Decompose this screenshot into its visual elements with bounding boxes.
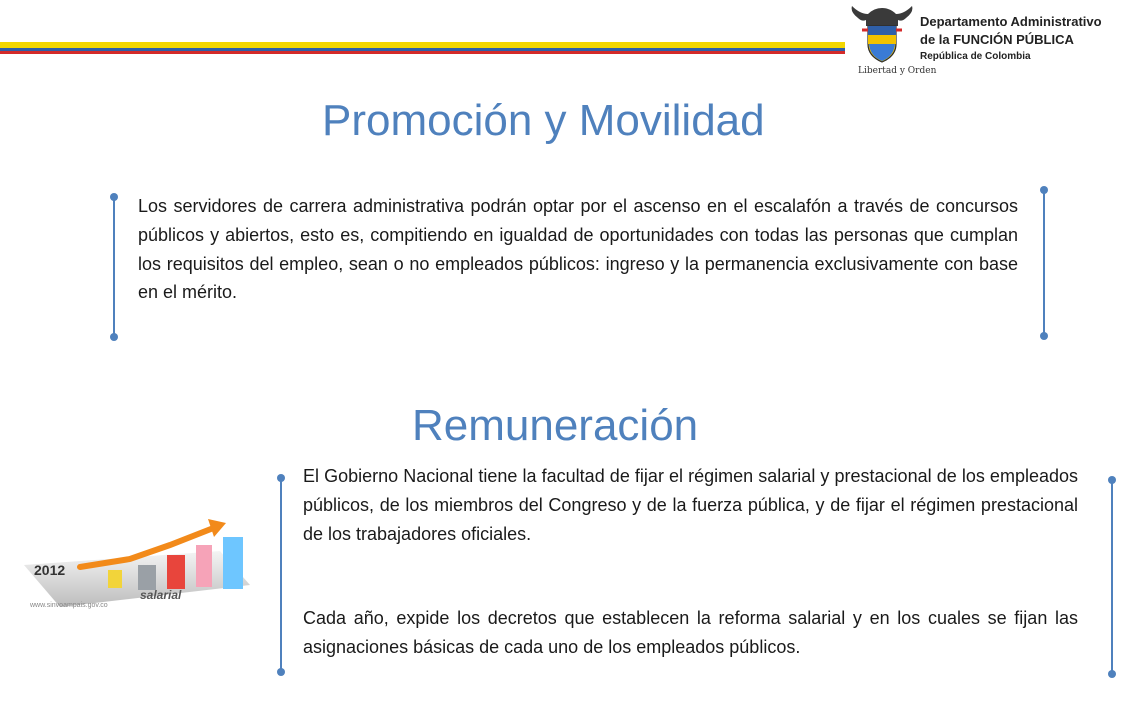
illustration-caption: salarial [140, 588, 182, 602]
right-bracket-promocion [1039, 186, 1049, 340]
colombia-flag-band [0, 42, 845, 54]
logo-title-line2: de la FUNCIÓN PÚBLICA [920, 32, 1074, 47]
function-publica-logo [848, 4, 1128, 80]
logo-title-line1: Departamento Administrativo [920, 14, 1102, 29]
illustration-bar-blue [223, 537, 243, 589]
illustration-bar-yellow [108, 570, 122, 588]
illustration-year: 2012 [34, 562, 66, 578]
salary-growth-illustration [20, 515, 260, 615]
illustration-url: www.sinvoampais.gov.co [30, 602, 108, 609]
left-bracket-promocion [109, 193, 119, 341]
illustration-bar-gray [138, 565, 156, 590]
left-bracket-remuneracion [276, 474, 286, 676]
remuneracion-paragraph-1: El Gobierno Nacional tiene la facultad de fijar el régimen salarial y prestacional de los empleados públicos, de los miembros del Congreso y de la fuerza pública, y de fijar el régimen prestacional de los trabajadores oficiales. [303, 466, 1078, 544]
remuneracion-paragraph-2: Cada año, expide los decretos que establecen la reforma salarial y en los cuales se fijan las asignaciones básicas de cada uno de los empleados públicos. [303, 608, 1078, 657]
logo-motto: Libertad y Orden [858, 66, 937, 76]
section-title-promocion: Promoción y Movilidad [322, 96, 765, 145]
section-title-remuneracion: Remuneración [412, 401, 699, 450]
right-bracket-remuneracion [1107, 476, 1117, 678]
promocion-paragraph: Los servidores de carrera administrativa podrán optar por el ascenso en el escalafón a través de concursos públicos y abiertos, esto es, compitiendo en igualdad de oportunidades con todas las personas que cumplan los requisitos del empleo, sean o no empleados públicos: ingreso y la permanencia exclusivamente con base en el mérito. [138, 196, 1018, 303]
illustration-bar-red [167, 555, 185, 589]
coat-of-arms-icon [848, 4, 916, 66]
illustration-bar-pink [196, 545, 212, 587]
logo-country: República de Colombia [920, 51, 1031, 62]
